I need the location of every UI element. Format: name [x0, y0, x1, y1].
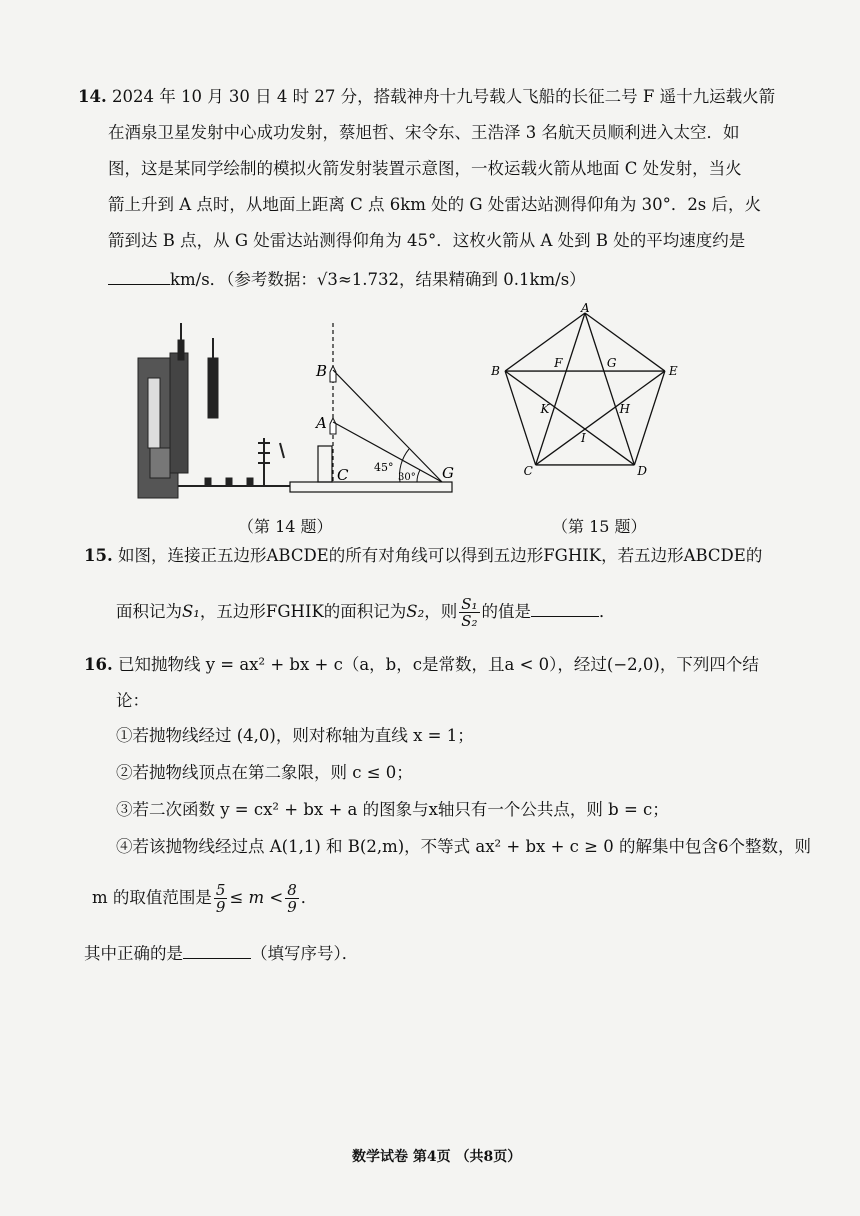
- diagonal-AD: [585, 313, 634, 465]
- q16-final-hint: （填写序号）．: [251, 944, 359, 963]
- q15-figure: [491, 301, 682, 490]
- label-30-degrees: 30°: [398, 472, 416, 483]
- vertex-label-g: G: [606, 356, 617, 371]
- label-b: B: [316, 362, 328, 380]
- q15-s1: S₁: [182, 602, 200, 621]
- q16-answer-blank[interactable]: [183, 940, 251, 959]
- q16-frac-5-9: [214, 882, 228, 915]
- q14-line-2: 在酒泉卫星发射中心成功发射，蔡旭哲、宋令东、王浩泽 3 名航天员顺利进入太空．如: [108, 123, 740, 142]
- vertex-label-h: H: [619, 401, 630, 416]
- vertex-label-i: I: [581, 431, 586, 446]
- q15-line-2: [116, 592, 616, 632]
- building-c: [318, 446, 332, 482]
- q16-final-line: [84, 940, 358, 965]
- q16-line-1: [84, 654, 759, 676]
- label-g: G: [442, 464, 454, 482]
- q14-text-1: 2024 年 10 月 30 日 4 时 27 分，搭载神舟十九号载人飞船的长征二号 F 遥十九运载火箭: [111, 87, 776, 106]
- vertex-label-d: D: [637, 463, 647, 478]
- q16-option-4-range: [92, 878, 317, 918]
- q16-range-end: ．: [300, 888, 318, 907]
- q14-unit: km/s．（参考数据：: [170, 270, 317, 289]
- q16-range-mid: ≤ m <: [229, 888, 284, 907]
- q15-text-2d: 的值是: [481, 602, 532, 621]
- q15-ratio-fraction: [459, 596, 479, 629]
- q15-text-1: 如图，连接正五边形ABCDE的所有对角线可以得到五边形FGHIK，若五边形ABCDE的: [117, 546, 763, 565]
- q16-frac-8-9: [285, 882, 299, 915]
- q15-number: 15.: [84, 546, 113, 565]
- q16-range-text: m 的取值范围是: [92, 888, 212, 907]
- q16-option-2: ②若抛物线顶点在第二象限，则 c ≤ 0；: [116, 763, 413, 782]
- vertex-label-b: B: [491, 364, 500, 379]
- q14-line-1: [78, 86, 775, 108]
- launch-tower-drawing: [138, 323, 290, 498]
- rocket-a-icon: [330, 418, 336, 434]
- q14-line-3: 图，这是某同学绘制的模拟火箭发射装置示意图，一枚运载火箭从地面 C 处发射，当火: [108, 159, 742, 178]
- q14-answer-blank[interactable]: [108, 266, 170, 285]
- q15-answer-blank[interactable]: [531, 598, 599, 617]
- q14-caption: （第 14 题）: [238, 517, 333, 536]
- q14-number: 14.: [78, 87, 107, 106]
- vertex-label-e: E: [668, 364, 678, 379]
- q16-frac1-num: 5: [215, 881, 226, 899]
- q16-number: 16.: [84, 655, 113, 674]
- q14-line-4: 箭上升到 A 点时，从地面上距离 C 点 6km 处的 G 处雷达站测得仰角为 30°．2s 后，火: [108, 195, 762, 214]
- vertex-label-f: F: [554, 356, 563, 371]
- side-AE: [585, 313, 665, 371]
- q14-line-6: [108, 266, 586, 291]
- q16-frac2-num: 8: [287, 881, 297, 899]
- q14-sqrt3: √3: [316, 270, 338, 289]
- vertex-label-c: C: [523, 463, 533, 478]
- q14-figure: [130, 318, 460, 503]
- q15-caption: （第 15 题）: [552, 517, 647, 536]
- side-BA: [505, 313, 585, 371]
- q16-option-1: ①若抛物线经过 (4,0)，则对称轴为直线 x = 1；: [116, 726, 474, 745]
- angle-30-arc: [417, 470, 420, 482]
- label-c: C: [337, 466, 349, 484]
- q15-text-2a: 面积记为: [116, 602, 182, 621]
- q14-reference-data: ≈1.732，结果精确到 0.1km/s）: [337, 270, 586, 289]
- side-ED: [634, 371, 665, 465]
- q15-frac-den: S₂: [461, 612, 478, 630]
- q15-text-end: ．: [599, 602, 616, 621]
- q16-line-2: 论：: [116, 691, 149, 710]
- label-a: A: [316, 414, 327, 432]
- q16-option-3: ③若二次函数 y = cx² + bx + a 的图象与x轴只有一个公共点，则 b = c；: [116, 800, 669, 819]
- q16-final-text: 其中正确的是: [84, 944, 183, 963]
- ground-platform: [290, 482, 452, 492]
- q16-frac1-den: 9: [215, 898, 226, 916]
- q14-line-5: 箭到达 B 点，从 G 处雷达站测得仰角为 45°．这枚火箭从 A 处到 B 处的平均速度约是: [108, 231, 746, 250]
- q15-frac-num: S₁: [461, 595, 478, 613]
- q16-frac2-den: 9: [287, 898, 297, 916]
- q15-line-1: [84, 545, 762, 567]
- q15-text-2c: ，则: [424, 602, 458, 621]
- q16-option-4: ④若该抛物线经过点 A(1,1) 和 B(2,m)，不等式 ax² + bx + c ≥ 0 的解集中包含6个整数，则: [116, 837, 811, 856]
- diagonal-CA: [536, 313, 585, 465]
- rocket-b-icon: [330, 366, 336, 382]
- page-footer: 数学试卷 第4页 （共8页）: [352, 1149, 522, 1165]
- q16-text-1: 已知抛物线 y = ax² + bx + c（a，b，c是常数，且a < 0），经过(−2,0)，下列四个结: [117, 655, 759, 674]
- label-45-degrees: 45°: [374, 461, 394, 474]
- side-CB: [505, 371, 536, 465]
- vertex-label-a: A: [581, 301, 590, 315]
- diagonal-EC: [536, 371, 665, 465]
- q15-text-2b: ，五边形FGHIK的面积记为: [199, 602, 407, 621]
- vertex-label-k: K: [540, 401, 550, 416]
- diagonal-DB: [505, 371, 634, 465]
- q15-s2: S₂: [406, 602, 425, 621]
